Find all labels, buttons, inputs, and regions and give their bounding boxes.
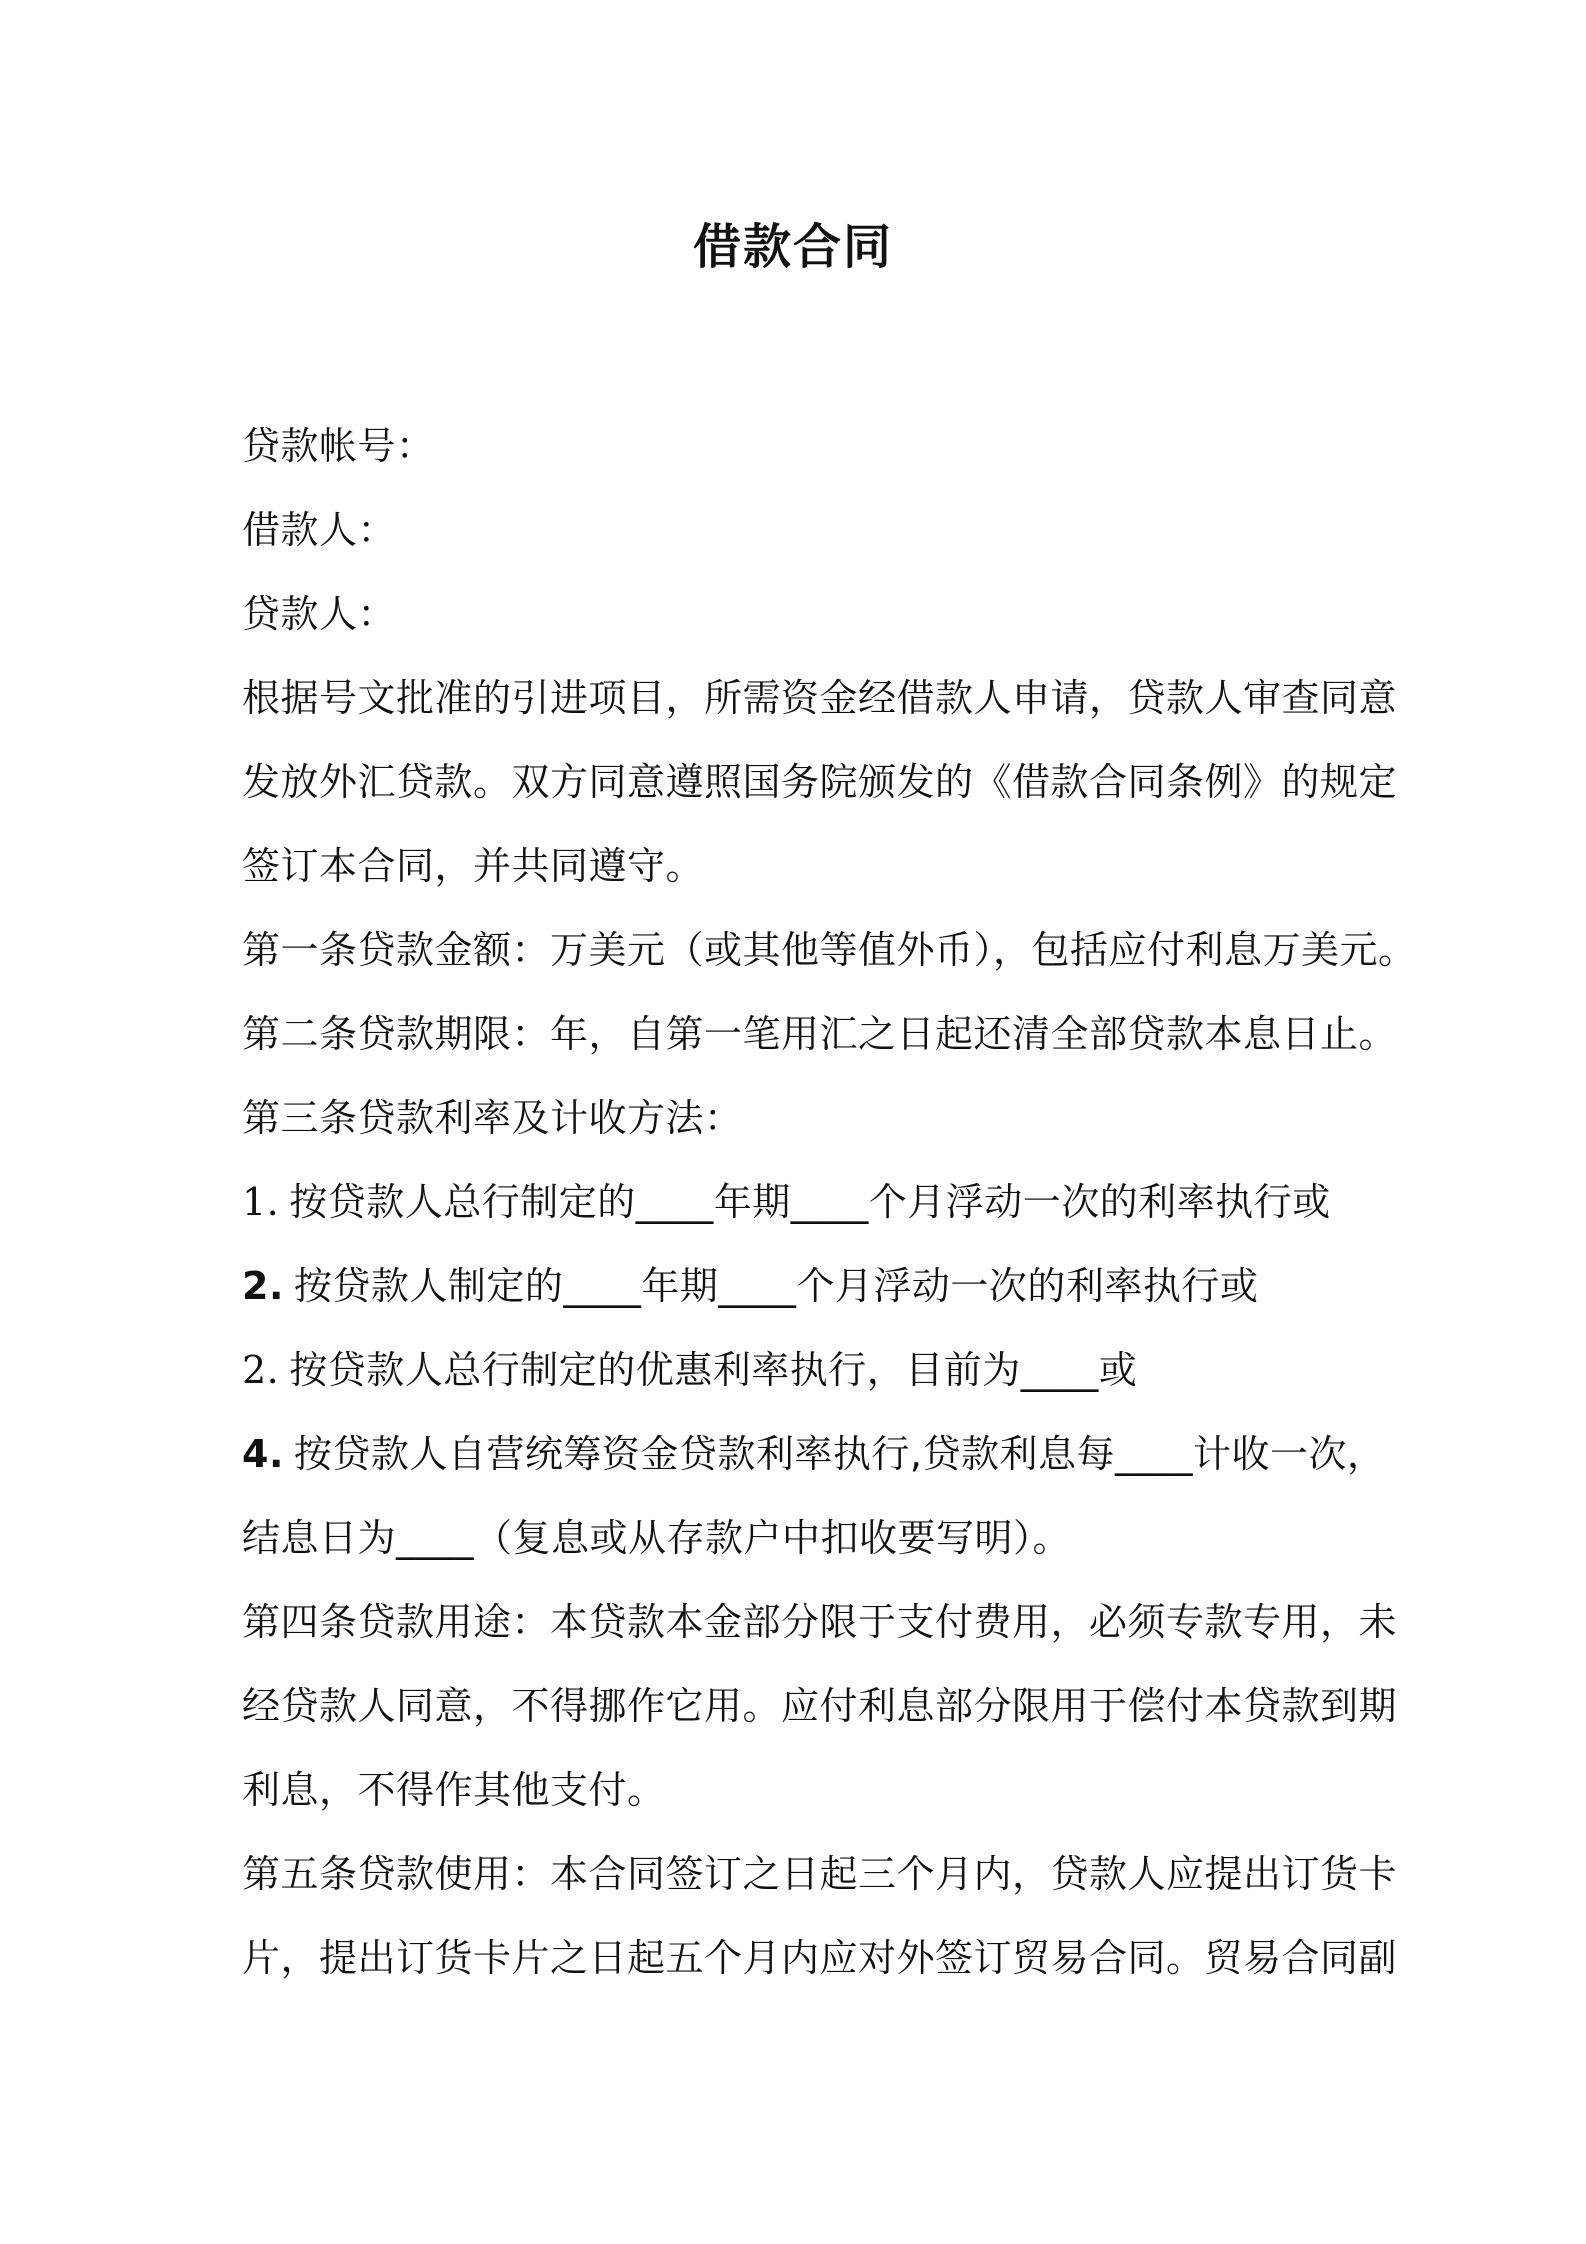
document-title: 借款合同	[692, 219, 893, 275]
line-text: 片，提出订货卡片之日起五个月内应对外签订贸易合同。贸易合同副	[242, 1936, 1398, 1980]
article-3-line	[242, 1076, 1362, 1160]
lender-line	[242, 572, 1362, 656]
line-text: 结息日为____（复息或从存款户中扣收要写明）。	[242, 1516, 1072, 1560]
document-body	[242, 404, 1417, 2000]
list-item-text: 按贷款人总行制定的优惠利率执行，目前为____或	[289, 1348, 1138, 1392]
line-text: 第二条贷款期限：年，自第一笔用汇之日起还清全部贷款本息日止。	[242, 1012, 1398, 1056]
line-text: 第三条贷款利率及计收方法：	[242, 1096, 743, 1140]
line-text: 签订本合同，并共同遵守。	[242, 844, 705, 888]
article-2-line	[242, 992, 1398, 1076]
article-4-line	[242, 1664, 1398, 1748]
line-text: 经贷款人同意，不得挪作它用。应付利息部分限用于偿付本贷款到期	[242, 1684, 1398, 1728]
line-text: 发放外汇贷款。双方同意遵照国务院颁发的《借款合同条例》的规定	[242, 760, 1398, 804]
list-number: 2.	[242, 1264, 284, 1308]
line-text: 利息，不得作其他支付。	[242, 1768, 666, 1812]
line-text: 根据号文批准的引进项目，所需资金经借款人申请，贷款人审查同意	[242, 676, 1398, 720]
article-1-line	[242, 908, 1417, 992]
list-item	[242, 1244, 1362, 1328]
list-item	[242, 1160, 1362, 1244]
line-text: 第一条贷款金额：万美元（或其他等值外币），包括应付利息万美元。	[242, 928, 1417, 972]
loan-account-line	[242, 404, 1362, 488]
article-5-line	[242, 1916, 1398, 2000]
list-item-text: 按贷款人总行制定的____年期____个月浮动一次的利率执行或	[289, 1180, 1331, 1224]
preamble-line	[242, 824, 1362, 908]
borrower-line	[242, 488, 1362, 572]
preamble-line	[242, 740, 1398, 824]
preamble-line	[242, 656, 1398, 740]
list-item	[242, 1328, 1362, 1412]
article-5-line	[242, 1832, 1398, 1916]
line-text: 贷款人：	[242, 592, 397, 636]
list-item	[242, 1412, 1386, 1496]
article-4-line	[242, 1748, 1362, 1832]
list-number: 1.	[242, 1180, 280, 1224]
list-item-text: 按贷款人自营统筹资金贷款利率执行,贷款利息每____计收一次，	[293, 1432, 1386, 1476]
list-item-continuation	[242, 1496, 1362, 1580]
list-number: 4.	[242, 1432, 284, 1476]
line-text: 借款人：	[242, 508, 397, 552]
article-4-line	[242, 1580, 1398, 1664]
line-text: 第五条贷款使用：本合同签订之日起三个月内，贷款人应提出订货卡	[242, 1852, 1398, 1896]
list-item-text: 按贷款人制定的____年期____个月浮动一次的利率执行或	[293, 1264, 1259, 1308]
line-text: 第四条贷款用途：本贷款本金部分限于支付费用，必须专款专用，未	[242, 1600, 1398, 1644]
line-text: 贷款帐号：	[242, 424, 435, 468]
list-number: 2.	[242, 1348, 280, 1392]
